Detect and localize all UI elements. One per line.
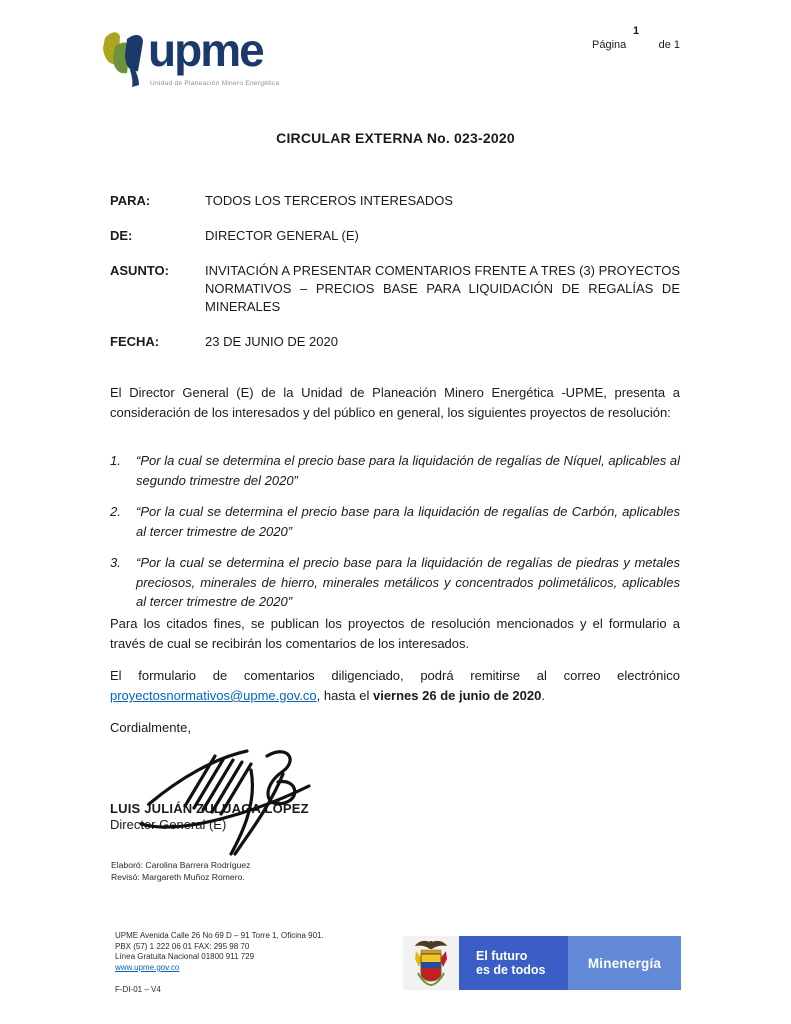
meta-row-de [110, 227, 680, 245]
meta-value-fecha: 23 DE JUNIO DE 2020 [205, 334, 338, 349]
page-info [592, 24, 680, 52]
page-number: 1 [632, 25, 640, 37]
meta-row-asunto [110, 262, 680, 316]
list-item-number: 2. [110, 504, 121, 519]
list-item-text: “Por la cual se determina el precio base para la liquidación de regalías de piedras y metales preciosos, minerales de hierro, minerales metálicos y concentrados polimetálicos, aplicables al tercer trimestre de 2020” [136, 555, 680, 609]
credit-reviso: Revisó: Margareth Muñoz Romero. [111, 871, 245, 882]
colombia-coat-of-arms-icon [410, 939, 452, 987]
email-link[interactable]: proyectosnormativos@upme.gov.co [110, 688, 317, 703]
slogan-box [459, 936, 568, 990]
slogan-line1: El futuro [476, 948, 528, 963]
coat-of-arms-box [403, 936, 459, 990]
address-line1: UPME Avenida Calle 26 No 69 D – 91 Torre 1, Oficina 901. [115, 931, 324, 940]
document-title: CIRCULAR EXTERNA No. 023-2020 [276, 130, 515, 146]
list-item [110, 502, 680, 541]
list-item [110, 451, 680, 490]
meta-label-de: DE: [110, 228, 133, 243]
deadline-text: viernes 26 de junio de 2020 [372, 688, 542, 703]
list-item [110, 553, 680, 612]
publish-paragraph: Para los citados fines, se publican los proyectos de resolución mencionados y el formulario a través de cual se recibirán los comentarios de los interesados. [110, 616, 680, 651]
list-item-text: “Por la cual se determina el precio base para la liquidación de regalías de Níquel, aplicables al segundo trimestre del 2020” [136, 453, 680, 488]
meta-block [110, 192, 680, 368]
meta-label-asunto: ASUNTO: [110, 263, 169, 278]
address-line3: Línea Gratuita Nacional 01800 911 729 [115, 952, 255, 962]
intro-paragraph: El Director General (E) de la Unidad de Planeación Minero Energética -UPME, presenta a consideración de los interesados y del público en general, los siguientes proyectos de resolución: [110, 385, 680, 420]
form-paragraph-text2: , hasta el [316, 688, 373, 703]
form-paragraph [110, 666, 680, 706]
page-label-left: Página [592, 39, 627, 51]
address-line2: PBX (57) 1 222 06 01 FAX: 295 98 70 [115, 941, 250, 951]
footer-address [115, 931, 324, 973]
list-item-number: 1. [110, 453, 121, 468]
meta-value-para: TODOS LOS TERCEROS INTERESADOS [205, 193, 454, 208]
meta-row-para [110, 192, 680, 210]
form-paragraph-period: . [541, 688, 545, 703]
government-banner [403, 936, 681, 990]
closing-salutation: Cordialmente, [110, 720, 191, 735]
page-label-right: de 1 [658, 39, 680, 51]
ministry-box [568, 936, 681, 990]
signature-block [110, 801, 309, 833]
meta-row-fecha [110, 333, 680, 351]
upme-leaf-icon [100, 26, 146, 88]
credits-block [111, 860, 250, 883]
meta-label-fecha: FECHA: [110, 334, 160, 349]
signer-role: Director General (E) [110, 817, 227, 832]
slogan-line2: es de todos [476, 963, 546, 977]
form-paragraph-text: El formulario de comentarios diligenciado, podrá remitirse al correo electrónico [110, 668, 680, 683]
signer-name: LUIS JULIÁN ZULUAGA LÓPEZ [110, 801, 309, 816]
credit-elaboro: Elaboró: Carolina Barrera Rodríguez [111, 860, 251, 870]
upme-logo [100, 26, 279, 87]
meta-value-de: DIRECTOR GENERAL (E) [205, 228, 359, 243]
ministry-label: Minenergía [587, 955, 662, 971]
upme-wordmark: upme [148, 24, 263, 76]
website-link[interactable]: www.upme.gov.co [115, 962, 180, 972]
list-item-number: 3. [110, 555, 121, 570]
resolution-list [110, 451, 680, 624]
handwritten-signature [135, 744, 325, 856]
upme-tagline: Unidad de Planeación Minero Energética [150, 80, 280, 87]
meta-label-para: PARA: [110, 193, 151, 208]
form-code: F-DI-01 – V4 [115, 985, 161, 994]
meta-value-asunto: INVITACIÓN A PRESENTAR COMENTARIOS FRENTE A TRES (3) PROYECTOS NORMATIVOS – PRECIOS BASE PARA LIQUIDACIÓN DE REGALÍAS DE MINERALES [205, 263, 680, 314]
list-item-text: “Por la cual se determina el precio base para la liquidación de regalías de Carbón, aplicables al tercer trimestre de 2020” [136, 504, 680, 539]
